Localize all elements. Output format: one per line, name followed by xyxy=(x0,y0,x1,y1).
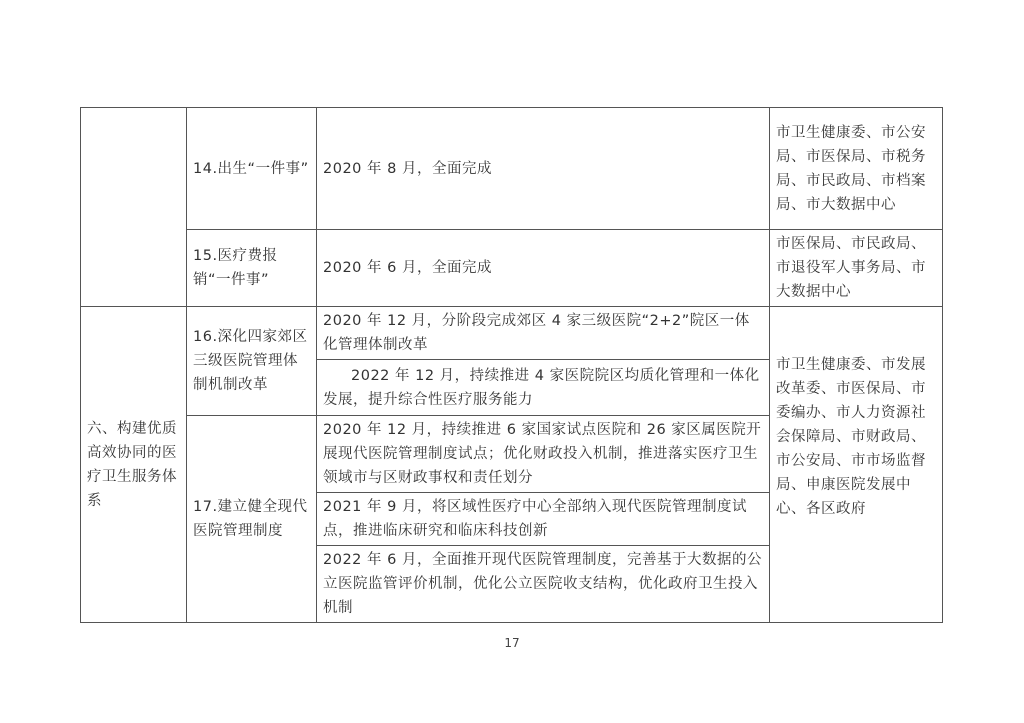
item-cell: 15.医疗费报销“一件事” xyxy=(187,230,317,307)
detail-cell: 2022 年 12 月，持续推进 4 家医院院区均质化管理和一体化发展，提升综合性医疗服务能力 xyxy=(317,360,770,416)
category-cell-empty xyxy=(81,108,187,307)
detail-cell: 2020 年 12 月，持续推进 6 家国家试点医院和 26 家区属医院开展现代医院管理制度试点；优化财政投入机制，推进落实医疗卫生领域市与区财政事权和责任划分 xyxy=(317,416,770,493)
item-cell: 16.深化四家郊区三级医院管理体制机制改革 xyxy=(187,307,317,416)
detail-cell: 2020 年 6 月，全面完成 xyxy=(317,230,770,307)
detail-cell: 2022 年 6 月，全面推开现代医院管理制度，完善基于大数据的公立医院监管评价机制，优化公立医院收支结构，优化政府卫生投入机制 xyxy=(317,546,770,623)
page-number: 17 xyxy=(504,636,520,650)
table-row xyxy=(81,108,943,230)
table-row xyxy=(81,307,943,360)
dept-cell: 市卫生健康委、市发展改革委、市医保局、市委编办、市人力资源社会保障局、市财政局、市公安局、市市场监督局、申康医院发展中心、各区政府 xyxy=(770,307,943,623)
detail-cell: 2021 年 9 月，将区域性医疗中心全部纳入现代医院管理制度试点，推进临床研究和临床科技创新 xyxy=(317,493,770,546)
item-cell: 17.建立健全现代医院管理制度 xyxy=(187,416,317,623)
task-table xyxy=(80,107,943,623)
item-cell: 14.出生“一件事” xyxy=(187,108,317,230)
category-cell: 六、构建优质高效协同的医疗卫生服务体系 xyxy=(81,307,187,623)
dept-cell: 市医保局、市民政局、市退役军人事务局、市大数据中心 xyxy=(770,230,943,307)
detail-cell: 2020 年 12 月，分阶段完成郊区 4 家三级医院“2+2”院区一体化管理体制改革 xyxy=(317,307,770,360)
table-row xyxy=(81,230,943,307)
detail-cell: 2020 年 8 月，全面完成 xyxy=(317,108,770,230)
dept-cell: 市卫生健康委、市公安局、市医保局、市税务局、市民政局、市档案局、市大数据中心 xyxy=(770,108,943,230)
